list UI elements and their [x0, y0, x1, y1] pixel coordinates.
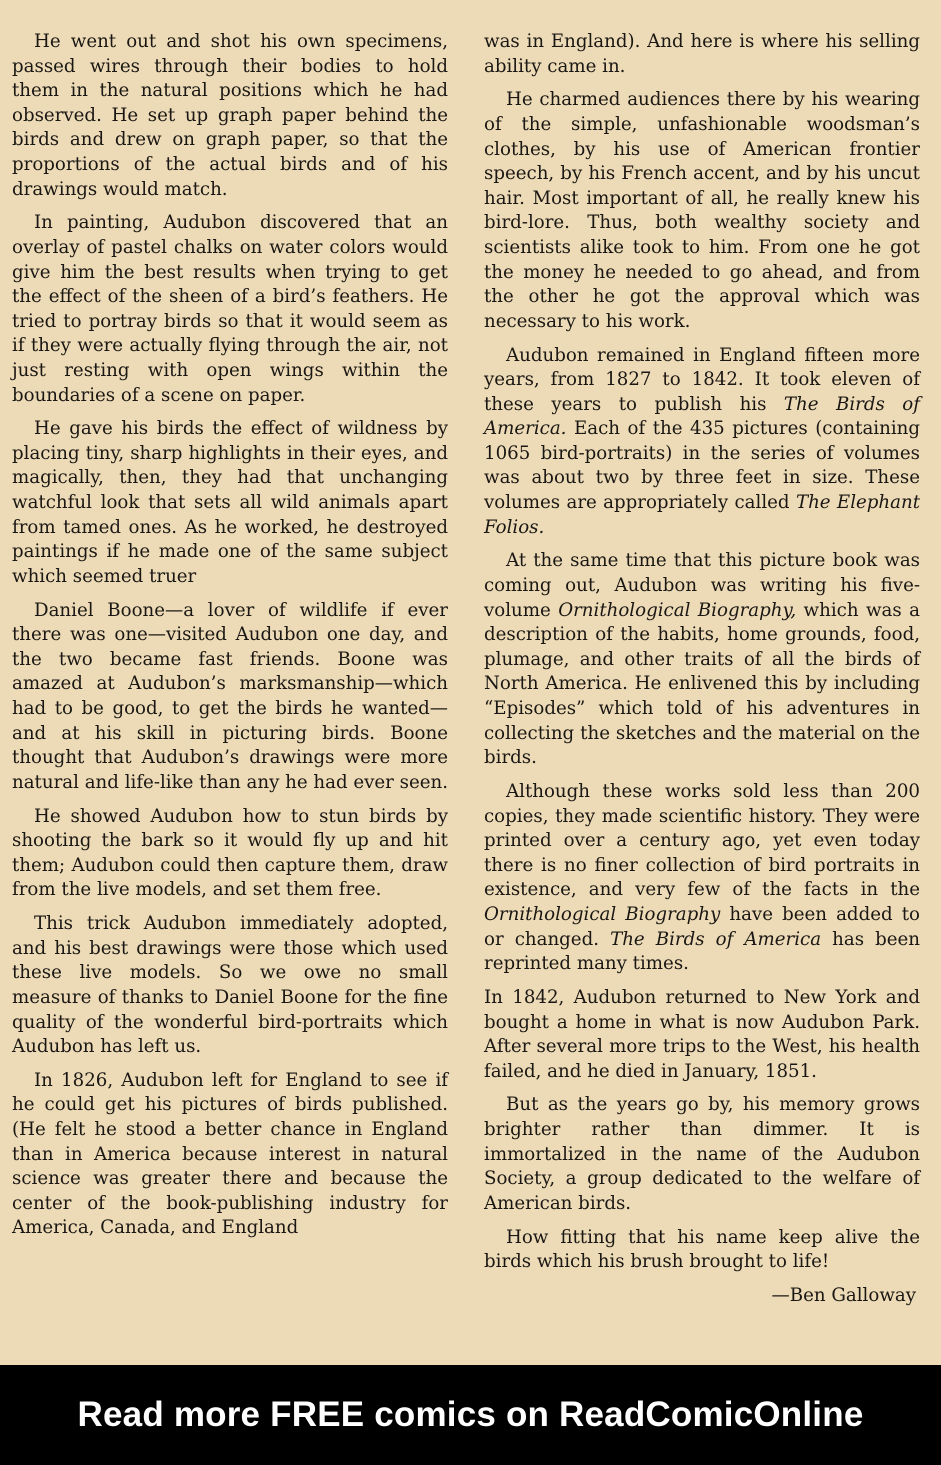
paragraph-selling-ability: was in England). And here is where his selling ability came in. — [484, 31, 920, 77]
paragraph-daniel-boone: Daniel Boone—a lover of wildlife if ever there was one—visited Audubon one day, and the two became fast friends. Boone was amazed at Audubon’s marksmanship—which had to be good, to get the birds he wanted—and at his skill in picturing birds. Boone thought that Audubon’s drawings were more natural and life-like than any he had ever seen. — [12, 599, 449, 793]
author-signature: —Ben Galloway — [771, 1285, 916, 1306]
paragraph-painting: In painting, Audubon discovered that an overlay of pastel chalks on water colors would give him the best results when trying to get the effect of the sheen of a bird’s feathers. He tried to portray birds so that it would seem as if they were actually flying through the air, not just resting with open wings within the boundaries of a scene on paper. — [12, 212, 448, 406]
paragraph-return-1842: In 1842, Audubon returned to New York and bought a home in what is now Audubon Park. After several more trips to the West, his health failed, and he died in January, 1851. — [484, 986, 920, 1082]
paragraph-fifteen-years — [484, 344, 920, 541]
paragraph-closing: How fitting that his name keep alive the birds which his brush brought to life! — [484, 1226, 920, 1273]
text-segment: At the same time that this picture book was coming out, Audubon was writing his five-volume — [484, 550, 920, 621]
right-text-column — [484, 30, 920, 1309]
paragraph-memory: But as the years go by, his memory grows brighter rather than dimmer. It is immortalized in the name of the Audubon Society, a group dedicated to the welfare of American birds. — [484, 1094, 920, 1214]
paragraph-england-1826: In 1826, Audubon left for England to see if he could get his pictures of birds published. (He felt he stood a better chance in England than in America because interest in natural science was greater there and because the center of the book-publishing industry for America, Canada, and England — [12, 1069, 448, 1239]
book-title-elephant-folios: The Elephant Folios. — [484, 492, 921, 538]
promo-banner-link[interactable]: Read more FREE comics on ReadComicOnline — [77, 1395, 864, 1434]
book-title-ornithological-biography: Ornithological Biography — [484, 903, 721, 925]
text-segment: have been added to or changed. — [484, 903, 920, 950]
paragraph-specimens: He went out and shot his own specimens, passed wires through their bodies to hold them in the natural positions which he had observed. He set up graph paper behind the birds and drew on graph paper, so that the proportions of the actual birds and of his drawings would match. — [12, 31, 448, 200]
paragraph-stun-birds: He showed Audubon how to stun birds by shooting the bark so it would fly up and hit them; Audubon could then capture them, draw from the live models, and set them free. — [12, 805, 448, 901]
promo-banner — [0, 1365, 941, 1465]
book-title-birds-of-america: The Birds of America. — [484, 393, 920, 440]
text-segment: Each of the 435 pictures (containing 1065 bird-portraits) in the series of volumes was about two by three feet in size. These volumes are appropriately called — [484, 418, 920, 514]
book-title-ornithological-biography: Ornithological Biography, — [558, 599, 797, 621]
paragraph-wildness: He gave his birds the effect of wildness by placing tiny, sharp highlights in their eyes, and magically, then, they had that unchanging watchful look that sets all wild animals apart from tamed ones. As he worked, he destroyed paintings if he made one of the same subject which seemed truer — [12, 418, 448, 587]
book-title-birds-of-america: The Birds of America — [610, 928, 822, 950]
left-text-column — [12, 30, 448, 1250]
paragraph-scientific-history — [484, 780, 920, 977]
paragraph-ornithological-biography — [484, 549, 920, 770]
text-segment: Although these works sold less than 200 copies, they made scientific history. They were printed over a century ago, yet even today there is no finer collection of bird portraits in existence, and very few of the facts in the — [484, 780, 920, 901]
paragraph-charmed-audiences: He charmed audiences there by his wearing of the simple, unfashionable woodsman’s clothes, by his use of American frontier speech, by his French accent, and by his uncut hair. Most important of all, he really knew his bird-lore. Thus, both wealthy society and scientists alike took to him. From one he got the money he needed to go ahead, and from the other he got the approval which was necessary to his work. — [484, 89, 920, 332]
text-segment: which was a description of the habits, home grounds, food, plumage, and other traits of all the birds of North America. He enlivened this by including “Episodes” which told of his adventures in collecting the sketches and the material on the birds. — [484, 599, 920, 769]
paragraph-live-models: This trick Audubon immediately adopted, and his best drawings were those which used these live models. So we owe no small measure of thanks to Daniel Boone for the fine quality of the wonderful bird-portraits which Audubon has left us. — [12, 913, 448, 1058]
text-segment: Audubon remained in England fifteen more years, from 1827 to 1842. It took eleven of these years to publish his — [484, 344, 920, 415]
text-segment: has been reprinted many times. — [484, 928, 920, 975]
